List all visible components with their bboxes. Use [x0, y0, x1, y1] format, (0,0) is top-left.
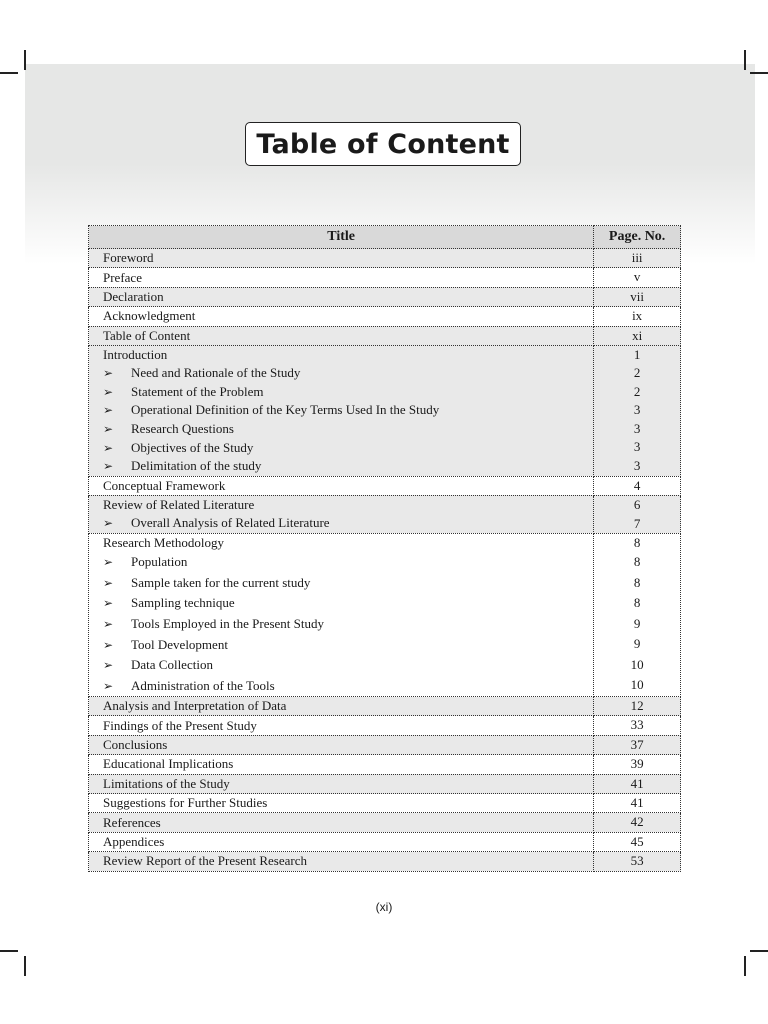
toc-page-number: 2 [633, 364, 641, 380]
toc-entry [89, 735, 681, 754]
toc-entry-label: Data Collection [131, 657, 213, 673]
toc-entry [89, 476, 681, 495]
toc-entry-label: Review Report of the Present Research [103, 853, 307, 869]
toc-page-number: 4 [633, 477, 641, 493]
toc-page-number: 45 [630, 833, 644, 849]
toc-page-number: 3 [633, 420, 641, 436]
toc-subentry [89, 675, 593, 696]
toc-entry-title [89, 813, 593, 831]
toc-page-number: 9 [633, 636, 641, 652]
toc-entry-pages [594, 345, 681, 476]
toc-entry-pages [594, 533, 681, 696]
arrowhead-bullet-icon: ➢ [103, 516, 114, 531]
toc-entry-titles [89, 249, 594, 268]
toc-entry-label: References [103, 814, 161, 830]
toc-body [89, 249, 681, 872]
toc-entry-title [89, 716, 593, 734]
toc-entry-label: Introduction [103, 346, 168, 362]
toc-page-number: 3 [633, 439, 641, 455]
arrowhead-bullet-icon: ➢ [103, 384, 114, 399]
toc-entry-pages [594, 735, 681, 754]
toc-page-number: 3 [633, 402, 641, 418]
toc-entry [89, 307, 681, 326]
toc-page-number: iii [631, 250, 643, 265]
toc-subentry [89, 401, 593, 420]
crop-mark [744, 956, 746, 976]
toc-entry [89, 716, 681, 735]
toc-page-number: 8 [633, 534, 641, 550]
toc-entry-titles [89, 697, 594, 716]
toc-entry-titles [89, 268, 594, 287]
toc-entry-label: Acknowledgment [103, 308, 196, 324]
page-number: (xi) [375, 900, 393, 914]
toc-entry [89, 852, 681, 871]
toc-entry-label: Conceptual Framework [103, 477, 226, 493]
toc-entry-label: Analysis and Interpretation of Data [103, 698, 287, 714]
toc-page-number: 8 [633, 553, 641, 569]
toc-entry [89, 268, 681, 287]
toc-page-number: vii [630, 288, 644, 304]
toc-page-number: v [633, 269, 641, 285]
toc-entry-title [89, 346, 593, 364]
arrowhead-bullet-icon: ➢ [103, 440, 114, 455]
toc-page-number: 1 [633, 346, 641, 362]
toc-subentry [89, 573, 593, 594]
toc-entry-title [89, 307, 593, 325]
toc-entry-titles [89, 495, 594, 533]
toc-entry-title [89, 794, 593, 812]
toc-entry-label: Sample taken for the current study [131, 574, 311, 590]
toc-table [88, 225, 681, 872]
toc-entry-pages [594, 268, 681, 287]
toc-page-number: 41 [630, 795, 644, 811]
toc-subentry [89, 420, 593, 439]
toc-entry-label: Sampling technique [131, 595, 235, 611]
crop-mark [744, 50, 746, 70]
toc-entry [89, 813, 681, 832]
toc-subentry [89, 593, 593, 614]
arrowhead-bullet-icon: ➢ [103, 637, 114, 652]
toc-entry-label: Operational Definition of the Key Terms Used In the Study [131, 402, 440, 418]
toc-entry [89, 287, 681, 306]
toc-entry-titles [89, 735, 594, 754]
arrowhead-bullet-icon: ➢ [103, 403, 114, 418]
toc-entry-titles [89, 794, 594, 813]
toc-entry [89, 832, 681, 851]
toc-entry-label: Findings of the Present Study [103, 717, 257, 733]
toc-entry-titles [89, 345, 594, 476]
toc-entry [89, 774, 681, 793]
toc-entry-title [89, 327, 593, 345]
toc-entry-title [89, 288, 593, 306]
arrowhead-bullet-icon: ➢ [103, 555, 114, 570]
toc-page-number: 2 [633, 383, 641, 399]
arrowhead-bullet-icon: ➢ [103, 678, 114, 693]
toc-entry-title [89, 755, 593, 773]
toc-entry-title [89, 775, 593, 793]
toc-page-number: 9 [633, 615, 641, 631]
crop-mark [0, 950, 18, 952]
toc-page-number: ix [632, 308, 643, 324]
arrowhead-bullet-icon: ➢ [103, 575, 114, 590]
toc-entry-pages [594, 476, 681, 495]
toc-entry-titles [89, 852, 594, 871]
arrowhead-bullet-icon: ➢ [103, 366, 114, 381]
toc-entry-label: Tool Development [131, 636, 228, 652]
toc-page-number: 10 [630, 677, 644, 693]
toc-entry-label: Suggestions for Further Studies [103, 795, 268, 811]
toc-entry [89, 249, 681, 268]
toc-entry-label: Conclusions [103, 737, 168, 753]
toc-entry-pages [594, 774, 681, 793]
toc-entry-label: Statement of the Problem [131, 383, 264, 399]
toc-entry-label: Foreword [103, 250, 154, 266]
toc-entry-label: Overall Analysis of Related Literature [131, 515, 330, 531]
toc-entry-label: Tools Employed in the Present Study [131, 615, 324, 631]
crop-mark [24, 50, 26, 70]
toc-entry-label: Objectives of the Study [131, 439, 254, 455]
toc-entry [89, 345, 681, 476]
toc-entry-label: Delimitation of the study [131, 458, 262, 474]
toc-subentry [89, 552, 593, 573]
toc-entry-titles [89, 716, 594, 735]
toc-entry-pages [594, 832, 681, 851]
toc-page-number: 10 [630, 656, 644, 672]
arrowhead-bullet-icon: ➢ [103, 596, 114, 611]
toc-entry-titles [89, 755, 594, 774]
arrowhead-bullet-icon: ➢ [103, 658, 114, 673]
toc-entry-label: Educational Implications [103, 756, 234, 772]
title-column-header: Title [89, 226, 594, 249]
crop-mark [24, 956, 26, 976]
toc-entry-titles [89, 287, 594, 306]
toc-subentry [89, 634, 593, 655]
crop-mark [750, 72, 768, 74]
toc-entry [89, 794, 681, 813]
toc-entry-pages [594, 852, 681, 871]
toc-entry-label: Administration of the Tools [131, 677, 275, 693]
toc-entry [89, 326, 681, 345]
toc-entry-pages [594, 716, 681, 735]
toc-entry-label: Research Methodology [103, 534, 224, 550]
toc-entry-titles [89, 533, 594, 696]
toc-subentry [89, 383, 593, 402]
toc-page-number: 3 [633, 457, 641, 473]
toc-entry-titles [89, 774, 594, 793]
page-title: Table of Content [245, 122, 521, 166]
toc-entry-pages [594, 755, 681, 774]
toc-entry-titles [89, 476, 594, 495]
toc-entry-label: Need and Rationale of the Study [131, 365, 301, 381]
toc-entry-title [89, 477, 593, 495]
crop-mark [750, 950, 768, 952]
toc-entry-pages [594, 495, 681, 533]
toc-entry-label: Limitations of the Study [103, 775, 230, 791]
arrowhead-bullet-icon: ➢ [103, 422, 114, 437]
arrowhead-bullet-icon: ➢ [103, 616, 114, 631]
toc-entry-title [89, 697, 593, 715]
toc-page-number: 37 [630, 736, 644, 752]
toc-entry-title [89, 249, 593, 267]
toc-entry-label: Review of Related Literature [103, 496, 255, 512]
toc-entry-title [89, 496, 593, 514]
toc-entry-pages [594, 697, 681, 716]
toc-entry-label: Table of Content [103, 327, 191, 343]
toc-subentry [89, 457, 593, 476]
toc-entry-pages [594, 287, 681, 306]
arrowhead-bullet-icon: ➢ [103, 459, 114, 474]
toc-page-number: 12 [630, 698, 644, 714]
toc-entry-titles [89, 832, 594, 851]
toc-entry-title [89, 534, 593, 552]
toc-subentry [89, 364, 593, 383]
toc-entry-title [89, 852, 593, 870]
toc-page-number: 42 [630, 814, 644, 830]
toc-header-row [89, 226, 681, 249]
toc-entry-title [89, 736, 593, 754]
toc-entry-titles [89, 813, 594, 832]
toc-entry-label: Preface [103, 269, 142, 285]
toc-page-number: 53 [630, 853, 644, 869]
toc-page-number: 7 [633, 515, 641, 531]
toc-entry-pages [594, 794, 681, 813]
toc-entry [89, 697, 681, 716]
toc-subentry [89, 514, 593, 533]
toc-entry-title [89, 268, 593, 286]
page-column-header: Page. No. [594, 226, 681, 249]
toc-entry-label: Research Questions [131, 421, 234, 437]
crop-mark [0, 72, 18, 74]
toc-entry-title [89, 833, 593, 851]
toc-page-number: xi [632, 327, 643, 343]
toc-entry [89, 755, 681, 774]
toc-page-number: 39 [630, 756, 644, 772]
toc-entry-pages [594, 307, 681, 326]
toc-entry [89, 495, 681, 533]
toc-page-number: 33 [630, 717, 644, 733]
toc-entry-pages [594, 249, 681, 268]
toc-entry-titles [89, 326, 594, 345]
toc-entry-label: Population [131, 554, 188, 570]
toc-page-number: 8 [633, 595, 641, 611]
toc-entry-label: Appendices [103, 833, 165, 849]
toc-page-number: 6 [633, 496, 641, 512]
toc-subentry [89, 438, 593, 457]
toc-page-number: 41 [630, 775, 644, 791]
toc-entry [89, 533, 681, 696]
toc-subentry [89, 655, 593, 676]
toc-subentry [89, 614, 593, 635]
toc-entry-pages [594, 813, 681, 832]
toc-entry-label: Declaration [103, 288, 164, 304]
toc-entry-pages [594, 326, 681, 345]
toc-page-number: 8 [633, 574, 641, 590]
toc-entry-titles [89, 307, 594, 326]
